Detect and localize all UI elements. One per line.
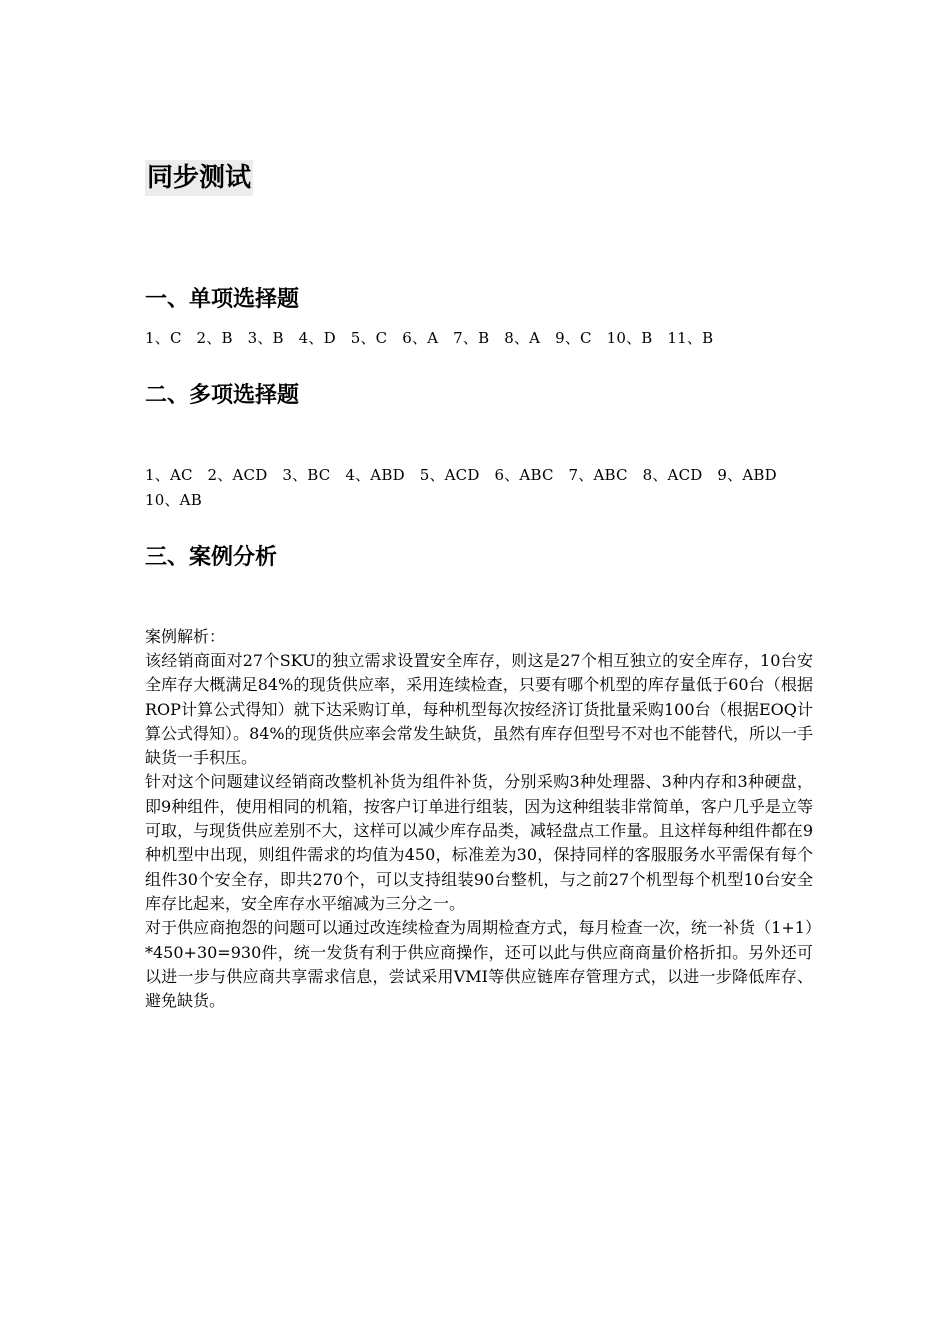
section-heading-multiple-choice: 二、多项选择题 — [145, 383, 300, 408]
section-heading-single-choice: 一、单项选择题 — [145, 287, 300, 312]
case-analysis-body — [145, 649, 813, 1013]
multiple-choice-answers-line-2: 10、AB — [145, 491, 202, 509]
case-paragraph-2: 针对这个问题建议经销商改整机补货为组件补货，分别采购3种处理器、3种内存和3种硬盘，即9种组件，使用相同的机箱，按客户订单进行组装，因为这种组装非常简单，客户几乎是立等可取，与现货供应差别不大，这样可以减少库存品类，减轻盘点工作量。且这样每种组件都在9种机型中出现，则组件需求的均值为450，标准差为30，保持同样的客服服务水平需保有每个组件30个安全存，即共270个，可以支持组装90台整机，与之前27个机型每个机型10台安全库存比起来，安全库存水平缩减为三分之一。 — [145, 772, 813, 913]
case-paragraph-3: 对于供应商抱怨的问题可以通过改连续检查为周期检查方式，每月检查一次，统一补货（1+1）*450+30=930件，统一发货有利于供应商操作，还可以此与供应商商量价格折扣。另外还可以进一步与供应商共享需求信息，尝试采用VMI等供应链库存管理方式，以进一步降低库存、避免缺货。 — [145, 918, 813, 1011]
multiple-choice-answers-line-1: 1、AC 2、ACD 3、BC 4、ABD 5、ACD 6、ABC 7、ABC 8、ACD 9、ABD — [145, 466, 777, 484]
single-choice-answers: 1、C 2、B 3、B 4、D 5、C 6、A 7、B 8、A 9、C 10、B 11、B — [145, 329, 714, 347]
case-paragraph-1: 该经销商面对27个SKU的独立需求设置安全库存，则这是27个相互独立的安全库存，10台安全库存大概满足84%的现货供应率，采用连续检查，只要有哪个机型的库存量低于60台（根据ROP计算公式得知）就下达采购订单，每种机型每次按经济订货批量采购100台（根据EOQ计算公式得知）。84%的现货供应率会常发生缺货，虽然有库存但型号不对也不能替代，所以一手缺货一手积压。 — [145, 651, 813, 768]
case-analysis-label: 案例解析： — [145, 627, 226, 646]
section-heading-case-analysis: 三、案例分析 — [145, 545, 278, 570]
page-title: 同步测试 — [145, 160, 253, 196]
